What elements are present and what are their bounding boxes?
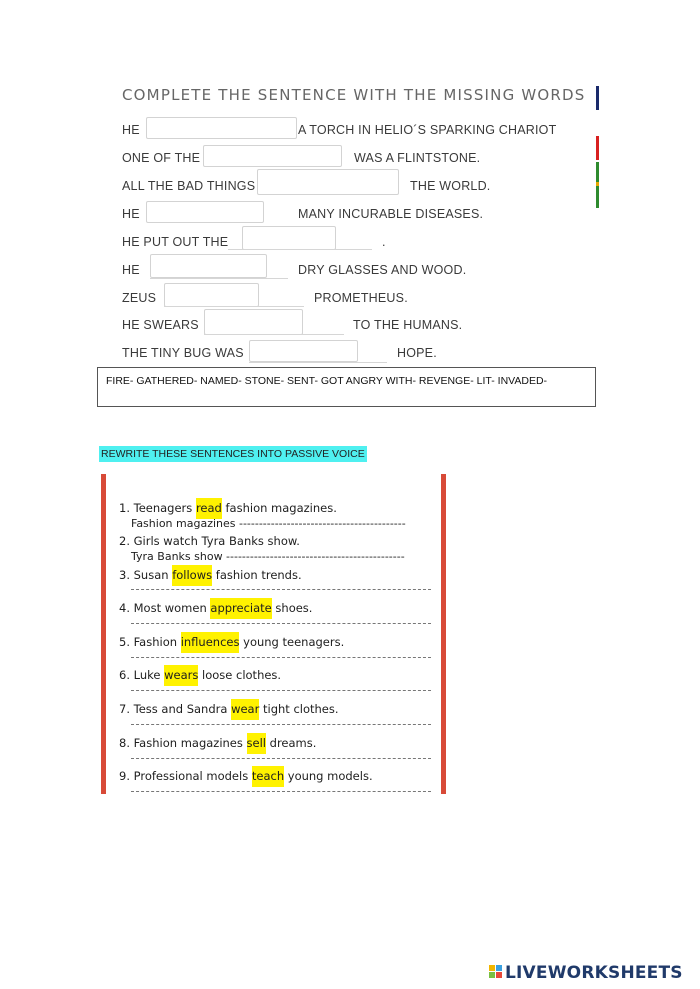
verb-highlight: appreciate bbox=[210, 598, 271, 619]
passive-item-9: 9. Professional models teach young models. bbox=[119, 769, 373, 783]
answer-input-4[interactable] bbox=[146, 201, 264, 223]
verb-highlight: sell bbox=[247, 733, 266, 754]
liveworksheets-grid-icon bbox=[489, 965, 503, 979]
passive-item-2: 2. Girls watch Tyra Banks show. bbox=[119, 534, 300, 548]
sentence-4-after: MANY INCURABLE DISEASES. bbox=[298, 207, 484, 221]
sentence-2-after: WAS A FLINTSTONE. bbox=[354, 151, 481, 165]
sentence-1-before: HE bbox=[122, 123, 140, 137]
answer-input-9[interactable] bbox=[249, 340, 358, 362]
exercise-2-image-panel bbox=[101, 474, 446, 794]
answer-line-9 bbox=[131, 791, 431, 792]
passive-prompt-1: Fashion magazines ------------------------------------------ bbox=[131, 517, 406, 530]
passive-item-6: 6. Luke wears loose clothes. bbox=[119, 668, 281, 682]
sentence-7-before: ZEUS bbox=[122, 291, 157, 305]
sentence-1-after: A TORCH IN HELIO´S SPARKING CHARIOT bbox=[298, 123, 557, 137]
answer-underline-9 bbox=[249, 362, 387, 363]
answer-underline-6 bbox=[150, 278, 288, 279]
sentence-7-after: PROMETHEUS. bbox=[314, 291, 408, 305]
liveworksheets-logo bbox=[489, 963, 683, 983]
answer-input-1[interactable] bbox=[146, 117, 297, 139]
answer-input-7[interactable] bbox=[164, 283, 259, 307]
answer-line-5 bbox=[131, 657, 431, 658]
answer-input-6[interactable] bbox=[150, 254, 267, 278]
sentence-5-before: HE PUT OUT THE bbox=[122, 235, 229, 249]
passive-item-7: 7. Tess and Sandra wear tight clothes. bbox=[119, 702, 339, 716]
logo-text: LIVEWORKSHEETS bbox=[505, 963, 683, 983]
marker-green-2 bbox=[596, 186, 599, 208]
passive-item-4: 4. Most women appreciate shoes. bbox=[119, 601, 312, 615]
marker-navy bbox=[596, 86, 599, 110]
answer-input-5[interactable] bbox=[242, 226, 336, 250]
left-red-border bbox=[101, 474, 106, 794]
sentence-3-before: ALL THE BAD THINGS bbox=[122, 179, 256, 193]
verb-highlight: read bbox=[196, 498, 222, 519]
answer-input-2[interactable] bbox=[203, 145, 342, 167]
right-edge-markers bbox=[596, 84, 600, 364]
answer-underline-5 bbox=[228, 249, 372, 250]
marker-red bbox=[596, 136, 599, 160]
sentence-4-before: HE bbox=[122, 207, 140, 221]
verb-highlight: teach bbox=[252, 766, 284, 787]
passive-item-8: 8. Fashion magazines sell dreams. bbox=[119, 736, 316, 750]
answer-line-7 bbox=[131, 724, 431, 725]
sentence-2-before: ONE OF THE bbox=[122, 151, 201, 165]
verb-highlight: wear bbox=[231, 699, 259, 720]
verb-highlight: influences bbox=[181, 632, 240, 653]
answer-underline-7 bbox=[164, 306, 304, 307]
sentence-3-after: THE WORLD. bbox=[410, 179, 491, 193]
answer-line-4 bbox=[131, 623, 431, 624]
answer-line-6 bbox=[131, 690, 431, 691]
sentence-9-after: HOPE. bbox=[397, 346, 437, 360]
answer-input-8[interactable] bbox=[204, 309, 303, 335]
verb-highlight: wears bbox=[164, 665, 198, 686]
sentence-9-before: THE TINY BUG WAS bbox=[122, 346, 244, 360]
exercise-1-title: COMPLETE THE SENTENCE WITH THE MISSING WORDS bbox=[122, 86, 586, 104]
passive-item-3: 3. Susan follows fashion trends. bbox=[119, 568, 302, 582]
exercise-2-title: REWRITE THESE SENTENCES INTO PASSIVE VOICE bbox=[101, 448, 365, 460]
word-bank-text: FIRE- GATHERED- NAMED- STONE- SENT- GOT ANGRY WITH- REVENGE- LIT- INVADED- bbox=[106, 375, 548, 387]
passive-item-5: 5. Fashion influences young teenagers. bbox=[119, 635, 344, 649]
answer-underline-8 bbox=[204, 334, 344, 335]
answer-line-8 bbox=[131, 758, 431, 759]
answer-line-3 bbox=[131, 589, 431, 590]
passive-item-1: 1. Teenagers read fashion magazines. bbox=[119, 501, 337, 515]
answer-input-3[interactable] bbox=[257, 169, 399, 195]
sentence-8-after: TO THE HUMANS. bbox=[353, 318, 463, 332]
sentence-5-after: . bbox=[382, 235, 386, 249]
marker-green bbox=[596, 162, 599, 182]
sentence-6-after: DRY GLASSES AND WOOD. bbox=[298, 263, 467, 277]
right-red-border bbox=[441, 474, 446, 794]
sentence-6-before: HE bbox=[122, 263, 140, 277]
word-bank-box bbox=[97, 367, 596, 407]
passive-prompt-2: Tyra Banks show --------------------------------------------- bbox=[131, 550, 405, 563]
verb-highlight: follows bbox=[172, 565, 212, 586]
sentence-8-before: HE SWEARS bbox=[122, 318, 199, 332]
